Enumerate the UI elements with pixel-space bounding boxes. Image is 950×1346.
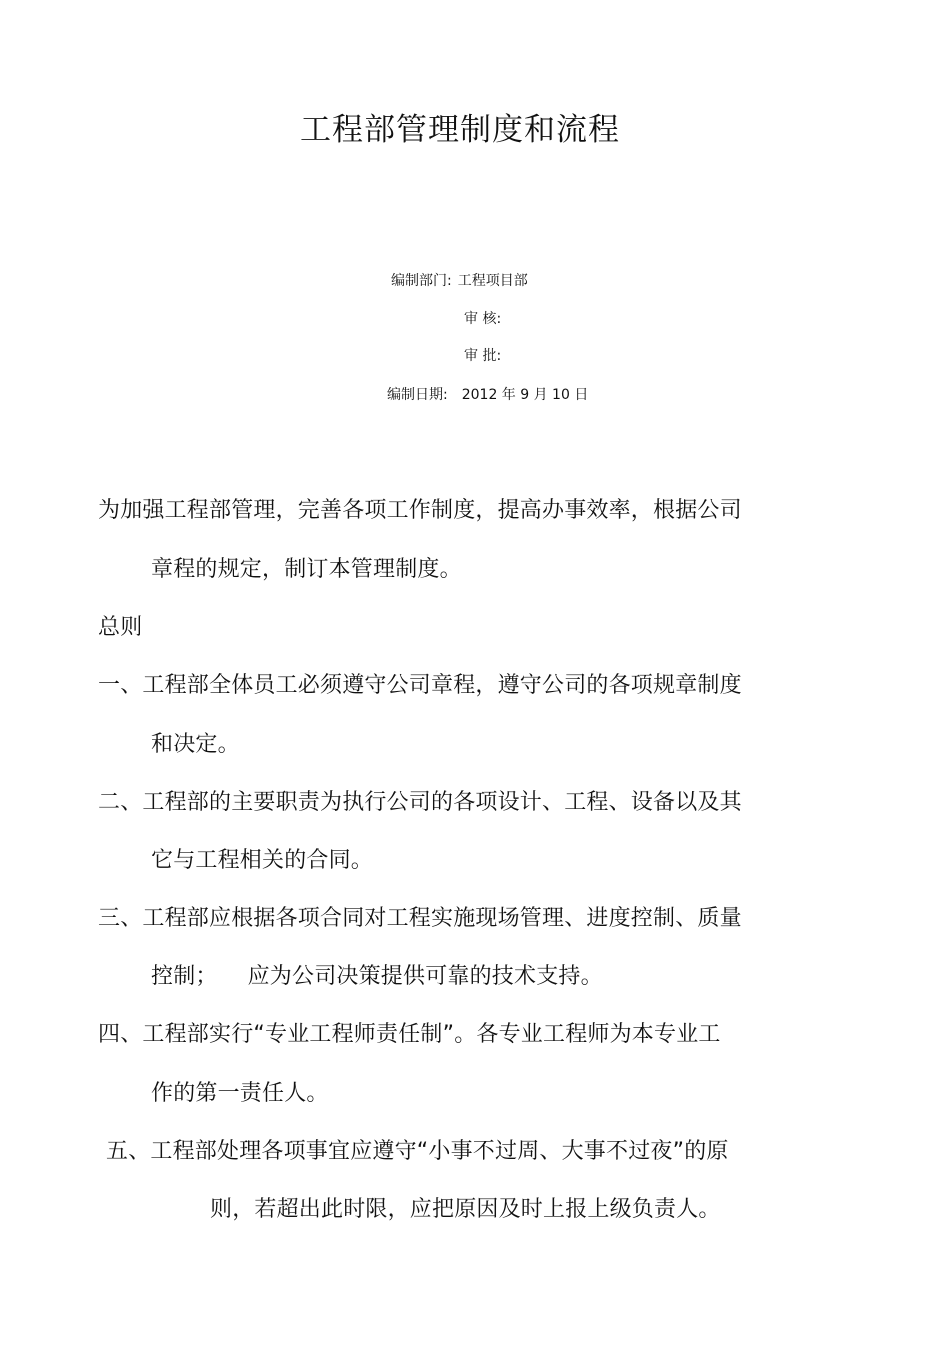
clause-3-line-2 <box>151 959 603 990</box>
meta-department <box>391 270 528 290</box>
meta-date <box>387 384 588 404</box>
meta-approve-label: 审 批: <box>464 348 502 364</box>
clause-4-line-1: 四、工程部实行“专业工程师责任制”。各专业工程师为本专业工 <box>98 1022 721 1047</box>
intro-line-1: 为加强工程部管理，完善各项工作制度，提高办事效率，根据公司 <box>98 498 742 523</box>
intro-line-2: 章程的规定，制订本管理制度。 <box>151 557 462 582</box>
clause-5-line-1: 五、工程部处理各项事宜应遵守“小事不过周、大事不过夜”的原 <box>106 1139 729 1164</box>
meta-review-label: 审 核: <box>464 311 502 327</box>
clause-1-line-2: 和决定。 <box>151 732 240 757</box>
clause-3-line-1: 三、工程部应根据各项合同对工程实施现场管理、进度控制、质量 <box>98 906 742 931</box>
clause-3-line-2-part-b: 应为公司决策提供可靠的技术支持。 <box>247 964 603 989</box>
clause-4-line-2: 作的第一责任人。 <box>151 1081 329 1106</box>
meta-date-label: 编制日期: <box>387 387 448 403</box>
meta-review <box>464 308 501 328</box>
clause-3-line-2-part-a: 控制； <box>151 964 218 989</box>
general-heading: 总则 <box>98 615 143 640</box>
clause-2-line-2: 它与工程相关的合同。 <box>151 848 374 873</box>
clause-2-line-1: 二、工程部的主要职责为执行公司的各项设计、工程、设备以及其 <box>98 790 742 815</box>
clause-5-line-2: 则，若超出此时限，应把原因及时上报上级负责人。 <box>210 1197 721 1222</box>
meta-department-label: 编制部门: <box>391 273 452 289</box>
document-title: 工程部管理制度和流程 <box>300 112 620 148</box>
meta-department-value: 工程项目部 <box>457 273 528 289</box>
meta-approve <box>464 345 501 365</box>
clause-1-line-1: 一、工程部全体员工必须遵守公司章程，遵守公司的各项规章制度 <box>98 673 742 698</box>
meta-date-value: 2012 年 9 月 10 日 <box>461 387 589 403</box>
